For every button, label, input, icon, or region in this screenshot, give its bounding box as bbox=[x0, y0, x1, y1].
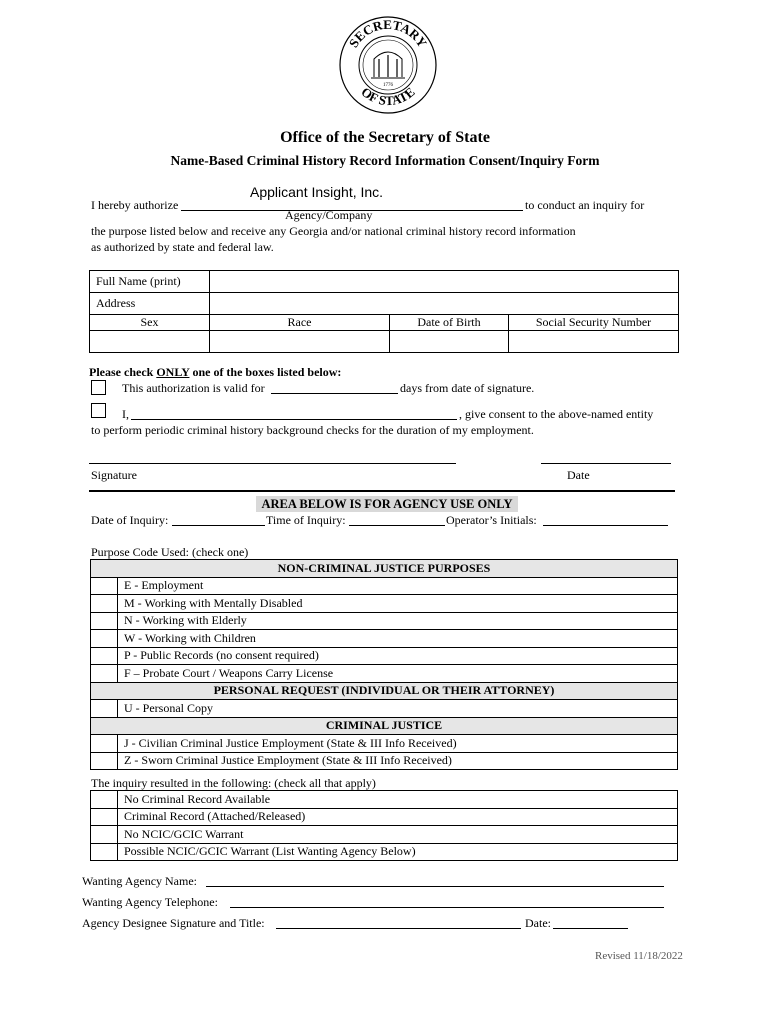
code-e-label: E - Employment bbox=[118, 577, 678, 595]
option-periodic-line2: to perform periodic criminal history background checks for the duration of my employment. bbox=[91, 423, 534, 437]
wanting-agency-name-label: Wanting Agency Name: bbox=[82, 874, 198, 888]
revised-date: Revised 11/18/2022 bbox=[595, 950, 683, 962]
option-periodic-text: , give consent to the above-named entity bbox=[459, 407, 654, 421]
authorize-line-2: the purpose listed below and receive any Georgia and/or national criminal history record information bbox=[91, 224, 576, 238]
result-possible-warrant-checkbox[interactable] bbox=[91, 843, 118, 861]
time-of-inquiry-field[interactable] bbox=[349, 525, 445, 526]
svg-text:OF STATE: OF STATE bbox=[358, 84, 418, 109]
sex-field[interactable] bbox=[90, 331, 210, 353]
form-subtitle: Name-Based Criminal History Record Information Consent/Inquiry Form bbox=[170, 153, 600, 168]
code-m-checkbox[interactable] bbox=[91, 595, 118, 613]
wanting-agency-telephone-field[interactable] bbox=[230, 907, 664, 908]
svg-text:SECRETARY: SECRETARY bbox=[345, 16, 431, 51]
separator-rule bbox=[89, 490, 675, 492]
dob-header: Date of Birth bbox=[390, 315, 509, 331]
option-periodic-i: I, bbox=[122, 407, 129, 421]
code-w-checkbox[interactable] bbox=[91, 630, 118, 648]
time-of-inquiry-label: Time of Inquiry: bbox=[266, 513, 346, 527]
agency-company-caption: Agency/Company bbox=[285, 208, 373, 222]
result-no-warrant-label: No NCIC/GCIC Warrant bbox=[118, 826, 678, 844]
full-name-label: Full Name (print) bbox=[90, 271, 210, 293]
personal-request-header: PERSONAL REQUEST (INDIVIDUAL OR THEIR ATTORNEY) bbox=[91, 682, 678, 700]
full-name-field[interactable] bbox=[210, 271, 679, 293]
signature-line[interactable] bbox=[89, 463, 456, 464]
signature-label: Signature bbox=[91, 468, 137, 482]
svg-text:1776: 1776 bbox=[383, 83, 393, 88]
result-record-label: Criminal Record (Attached/Released) bbox=[118, 808, 678, 826]
results-label: The inquiry resulted in the following: (check all that apply) bbox=[91, 776, 376, 790]
race-header: Race bbox=[210, 315, 390, 331]
purpose-code-label: Purpose Code Used: (check one) bbox=[91, 545, 249, 559]
code-w-label: W - Working with Children bbox=[118, 630, 678, 648]
criminal-justice-header: CRIMINAL JUSTICE bbox=[91, 717, 678, 735]
designee-signature-field[interactable] bbox=[276, 928, 521, 929]
option-days-text-post: days from date of signature. bbox=[400, 381, 535, 395]
code-n-checkbox[interactable] bbox=[91, 612, 118, 630]
authorize-line-3: as authorized by state and federal law. bbox=[91, 240, 274, 254]
race-field[interactable] bbox=[210, 331, 390, 353]
code-f-label: F – Probate Court / Weapons Carry License bbox=[118, 665, 678, 683]
authorize-suffix: to conduct an inquiry for bbox=[525, 198, 645, 212]
result-no-record-checkbox[interactable] bbox=[91, 791, 118, 809]
applicant-info-table bbox=[89, 270, 679, 353]
operator-initials-field[interactable] bbox=[543, 525, 668, 526]
result-record-checkbox[interactable] bbox=[91, 808, 118, 826]
days-field[interactable] bbox=[271, 393, 398, 394]
ssn-header: Social Security Number bbox=[509, 315, 679, 331]
option-periodic-checkbox[interactable] bbox=[91, 403, 106, 418]
code-n-label: N - Working with Elderly bbox=[118, 612, 678, 630]
code-p-label: P - Public Records (no consent required) bbox=[118, 647, 678, 665]
code-z-label: Z - Sworn Criminal Justice Employment (State & III Info Received) bbox=[118, 752, 678, 770]
operator-initials-label: Operator’s Initials: bbox=[446, 513, 537, 527]
result-no-record-label: No Criminal Record Available bbox=[118, 791, 678, 809]
code-j-checkbox[interactable] bbox=[91, 735, 118, 753]
agency-use-bar: AREA BELOW IS FOR AGENCY USE ONLY bbox=[256, 496, 518, 512]
code-z-checkbox[interactable] bbox=[91, 752, 118, 770]
secretary-of-state-seal bbox=[338, 15, 438, 115]
code-j-label: J - Civilian Criminal Justice Employment (State & III Info Received) bbox=[118, 735, 678, 753]
address-label: Address bbox=[90, 293, 210, 315]
code-u-label: U - Personal Copy bbox=[118, 700, 678, 718]
code-e-checkbox[interactable] bbox=[91, 577, 118, 595]
authorize-prefix: I hereby authorize bbox=[91, 198, 179, 212]
dob-field[interactable] bbox=[390, 331, 509, 353]
wanting-agency-telephone-label: Wanting Agency Telephone: bbox=[82, 895, 218, 909]
result-no-warrant-checkbox[interactable] bbox=[91, 826, 118, 844]
date-of-inquiry-label: Date of Inquiry: bbox=[91, 513, 169, 527]
designee-date-label: Date: bbox=[525, 916, 551, 930]
signature-date-line[interactable] bbox=[541, 463, 671, 464]
code-u-checkbox[interactable] bbox=[91, 700, 118, 718]
address-field[interactable] bbox=[210, 293, 679, 315]
result-possible-warrant-label: Possible NCIC/GCIC Warrant (List Wanting Agency Below) bbox=[118, 843, 678, 861]
non-criminal-header: NON-CRIMINAL JUSTICE PURPOSES bbox=[91, 560, 678, 578]
purpose-code-table bbox=[90, 559, 678, 770]
designee-signature-label: Agency Designee Signature and Title: bbox=[82, 916, 265, 930]
options-heading: Please check ONLY one of the boxes listed below: bbox=[89, 365, 342, 379]
consent-name-field[interactable] bbox=[131, 419, 457, 420]
option-days-text-pre: This authorization is valid for bbox=[122, 381, 265, 395]
code-p-checkbox[interactable] bbox=[91, 647, 118, 665]
code-m-label: M - Working with Mentally Disabled bbox=[118, 595, 678, 613]
results-table bbox=[90, 790, 678, 861]
sex-header: Sex bbox=[90, 315, 210, 331]
page-title: Office of the Secretary of State bbox=[280, 129, 490, 146]
signature-date-label: Date bbox=[567, 468, 590, 482]
option-days-checkbox[interactable] bbox=[91, 380, 106, 395]
ssn-field[interactable] bbox=[509, 331, 679, 353]
designee-date-field[interactable] bbox=[553, 928, 628, 929]
code-f-checkbox[interactable] bbox=[91, 665, 118, 683]
wanting-agency-name-field[interactable] bbox=[206, 886, 664, 887]
date-of-inquiry-field[interactable] bbox=[172, 525, 265, 526]
agency-company-value[interactable]: Applicant Insight, Inc. bbox=[250, 184, 384, 200]
